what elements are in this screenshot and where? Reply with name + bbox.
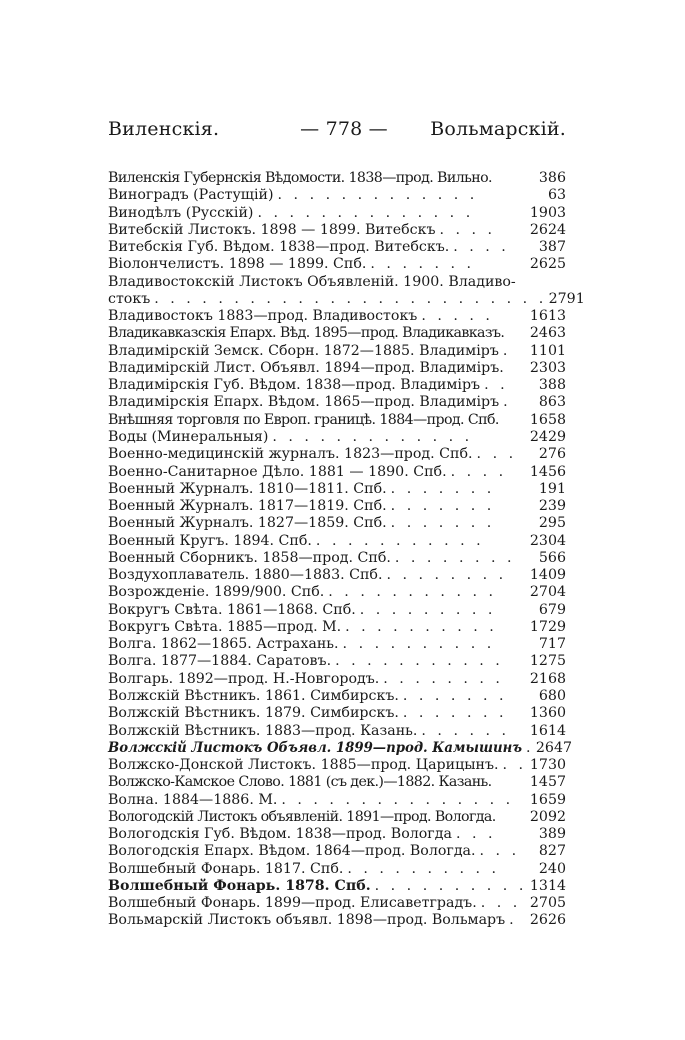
entry-title: Вольмарскій Листокъ объявл. 1898—прод. Вольмаръ <box>108 912 506 929</box>
entry-title: Владивостокскій Листокъ Объявленій. 1900. Владиво- <box>108 273 516 290</box>
index-entry <box>108 308 566 325</box>
entry-title: Военный Журналъ. 1827—1859. Спб. <box>108 515 387 532</box>
entry-title: Владикавказскія Епарх. Вѣд. 1895—прод. Владикавказъ. <box>108 325 505 342</box>
entry-number: 1658 <box>529 411 566 428</box>
index-entry <box>108 170 566 187</box>
leader-dots: . . . . . . <box>421 722 510 739</box>
entry-title: Военный Сборникъ. 1858—прод. Спб. <box>108 549 391 566</box>
entry-number: 2791 <box>548 290 585 307</box>
index-entry <box>108 394 566 411</box>
index-entry <box>108 653 566 670</box>
leader-dots: . <box>502 342 511 359</box>
index-entry <box>108 222 566 239</box>
entry-number: 1101 <box>529 342 566 359</box>
entry-number: 239 <box>538 498 566 515</box>
leader-dots: . . . <box>455 826 496 843</box>
index-entry <box>108 792 566 809</box>
leader-dots: . . . . . . . . . . <box>347 860 500 877</box>
index-entry <box>108 377 566 394</box>
entry-number: 2647 <box>535 739 573 756</box>
entry-number: 63 <box>547 187 566 204</box>
entry-number: 2624 <box>529 221 566 238</box>
running-header <box>108 118 566 146</box>
entry-number: 680 <box>538 687 566 704</box>
leader-dots: . . . <box>476 446 517 463</box>
leader-dots: . . . <box>480 895 521 912</box>
leader-dots: . . . . . . . . <box>383 670 504 687</box>
leader-dots: . . . . . . . <box>390 515 495 532</box>
index-entry <box>108 205 566 222</box>
index-entry <box>108 671 566 688</box>
entry-title: Возрожденіе. 1899/900. Спб. <box>108 584 325 601</box>
index-entry <box>108 360 566 377</box>
leader-dots: . . . . . . . <box>390 498 495 515</box>
entry-number: 1613 <box>529 308 566 325</box>
index-entry <box>108 688 566 705</box>
entry-number: 2704 <box>529 584 566 601</box>
entry-title: Военный Журналъ. 1810—1811. Спб. <box>108 480 387 497</box>
leader-dots: . <box>526 739 535 756</box>
header-first-entry: Виленскія. <box>108 118 220 140</box>
index-entry <box>108 878 566 895</box>
entry-title: Вологодскія Епарх. Вѣдом. 1864—прод. Вологда. <box>108 843 476 860</box>
entry-number: 2304 <box>529 532 566 549</box>
index-entry <box>108 739 573 757</box>
index-entry <box>108 533 566 550</box>
index-entry <box>108 619 566 636</box>
leader-dots: . . . . . . . . . <box>359 601 496 618</box>
entry-number: 2168 <box>529 670 566 687</box>
entry-title: Витебскій Листокъ. 1898 — 1899. Витебскъ <box>108 221 436 238</box>
index-entry <box>108 705 566 722</box>
entry-title: Волга. 1877—1884. Саратовъ. <box>108 653 332 670</box>
entry-number: 1730 <box>529 757 566 774</box>
index-entry <box>108 325 566 342</box>
index-entry <box>108 498 566 515</box>
entry-number: 1275 <box>529 653 566 670</box>
entry-number: 2429 <box>529 428 566 445</box>
leader-dots: . . . . . . . . . . <box>374 877 527 894</box>
entry-title: Владимірскій Земск. Сборн. 1872—1885. Владиміръ <box>108 342 499 359</box>
leader-dots: . . <box>502 757 527 774</box>
entry-title: Вокругъ Свѣта. 1885—прод. М. <box>108 618 342 635</box>
entry-number: 566 <box>538 549 566 566</box>
entry-number: 1659 <box>529 791 566 808</box>
entry-number: 679 <box>538 601 566 618</box>
leader-dots: . . . . . . . . . . . <box>315 532 485 549</box>
entry-title: Виленскія Губернскія Вѣдомости. 1838—прод. Вильно. <box>108 170 492 186</box>
entry-number: 240 <box>538 860 566 877</box>
entry-title: Волшебный Фонарь. 1817. Спб. <box>108 860 344 877</box>
index-entry <box>108 429 566 446</box>
entry-title: Воды (Минеральныя) <box>108 428 269 445</box>
entry-title: Владимірскій Лист. Объявл. 1894—прод. Владиміръ. <box>108 359 504 376</box>
entry-number: 1614 <box>529 722 566 739</box>
index-entry <box>108 290 585 308</box>
leader-dots: . . . . . . . <box>402 687 507 704</box>
entry-number: 1729 <box>529 618 566 635</box>
entry-title: Владимірскія Епарх. Вѣдом. 1865—прод. Владиміръ <box>108 394 500 411</box>
entry-title: Волга. 1862—1865. Астрахань. <box>108 636 339 653</box>
leader-dots: . <box>509 912 518 929</box>
index-entry <box>108 187 566 204</box>
index-entry <box>108 895 566 912</box>
index-entry <box>108 843 566 860</box>
entry-number: 1903 <box>529 204 566 221</box>
index-entry <box>108 515 566 532</box>
entry-number: 1457 <box>529 774 566 791</box>
entry-number: 2092 <box>529 808 566 825</box>
entry-title: Волгарь. 1892—прод. Н.-Новгородъ. <box>108 670 380 687</box>
entry-title: Волжскій Вѣстникъ. 1879. Симбирскъ. <box>108 705 399 722</box>
leader-dots: . . . . . . . . . . . . . . . <box>281 791 514 808</box>
entry-title: Волжскій Листокъ Объявл. 1899—прод. Камышинъ <box>108 739 522 756</box>
leader-dots: . . . . <box>439 221 496 238</box>
index-entry <box>108 343 566 360</box>
entry-number: 717 <box>538 636 566 653</box>
entry-title: Волна. 1884—1886. М. <box>108 791 278 808</box>
entry-title: Владивостокъ 1883—прод. Владивостокъ <box>108 308 418 325</box>
leader-dots: . . . . . . . . . . . <box>335 653 504 670</box>
index-entry <box>108 757 566 774</box>
entry-number: 276 <box>538 446 566 463</box>
leader-dots: . . . . . . . . . . . . . . <box>257 204 474 221</box>
index-entry <box>108 464 566 481</box>
index-entry <box>108 912 566 929</box>
leader-dots: . . . . . . . . . . . . . . . . . . . . . . . . . <box>154 290 547 307</box>
index-entries <box>108 170 585 930</box>
entry-number: 191 <box>538 480 566 497</box>
entry-number: 388 <box>538 377 566 394</box>
leader-dots: . . . . . . . <box>390 480 495 497</box>
index-entry <box>108 861 566 878</box>
index-entry <box>108 723 566 740</box>
index-entry <box>108 256 566 273</box>
index-entry <box>108 446 566 463</box>
leader-dots: . . <box>484 377 509 394</box>
entry-title: Витебскія Губ. Вѣдом. 1838—прод. Витебскъ. <box>108 239 450 256</box>
index-entry <box>108 550 566 567</box>
entry-number: 389 <box>538 826 566 843</box>
leader-dots: . . . <box>479 843 520 860</box>
entry-number: 1456 <box>529 463 566 480</box>
entry-number: 386 <box>538 170 566 186</box>
entry-title: Военный Журналъ. 1817—1819. Спб. <box>108 498 387 515</box>
index-entry <box>108 412 566 429</box>
entry-title: Вологодскій Листокъ объявленій. 1891—прод. Вологда. <box>108 808 496 825</box>
entry-title: Волжскій Вѣстникъ. 1861. Симбирскъ. <box>108 687 399 704</box>
leader-dots: . . . . <box>453 239 510 256</box>
leader-dots: . . . . . . . <box>402 705 507 722</box>
entry-title: Вологодскія Губ. Вѣдом. 1838—прод. Вологда <box>108 826 452 843</box>
entry-title: Военно-медицинскій журналъ. 1823—прод. Спб. <box>108 446 473 463</box>
leader-dots: . . . . . . . . . . . . . <box>277 187 478 204</box>
leader-dots: . . . . . . . . . . . <box>328 584 497 601</box>
entry-title: Волжско-Камское Слово. 1881 (съ дек.)—1882. Казань. <box>108 774 492 791</box>
index-entry <box>108 826 566 843</box>
entry-title: Волжскій Вѣстникъ. 1883—прод. Казань. <box>108 722 418 739</box>
entry-title: Винодѣлъ (Русскій) <box>108 204 254 221</box>
page-number: — 778 — <box>300 118 388 140</box>
index-entry <box>108 602 566 619</box>
entry-number: 1409 <box>529 567 566 584</box>
entry-number: 2626 <box>529 912 566 929</box>
entry-title: стокъ <box>108 290 151 307</box>
entry-number: 2625 <box>529 256 566 273</box>
entry-title: Волшебный Фонарь. 1899—прод. Елисаветградъ. <box>108 895 477 912</box>
header-last-entry: Вольмарскій. <box>430 118 566 140</box>
entry-title: Военно-Санитарное Дѣло. 1881 — 1890. Спб. <box>108 463 447 480</box>
entry-title: Воздухоплаватель. 1880—1883. Спб. <box>108 567 383 584</box>
entry-number: 387 <box>538 239 566 256</box>
leader-dots: . . . . . . . . . . . . . <box>272 428 473 445</box>
entry-number: 827 <box>538 843 566 860</box>
entry-title: Волжско-Донской Листокъ. 1885—прод. Царицынъ. <box>108 757 499 774</box>
entry-number: 2705 <box>529 895 566 912</box>
entry-title: Віолончелистъ. 1898 — 1899. Спб. <box>108 256 367 273</box>
index-entry <box>108 584 566 601</box>
index-entry <box>108 274 566 291</box>
entry-number: 2463 <box>529 325 566 342</box>
index-entry <box>108 809 566 826</box>
entry-title: Волшебный Фонарь. 1878. Спб. <box>108 877 371 894</box>
leader-dots: . . . . <box>450 463 507 480</box>
entry-title: Виноградъ (Растущій) <box>108 187 274 204</box>
index-page <box>108 118 585 929</box>
entry-number: 1314 <box>529 877 566 894</box>
leader-dots: . <box>503 394 512 411</box>
leader-dots: . . . . . . . . <box>394 549 516 566</box>
entry-title: Внѣшняя торговля по Европ. границѣ. 1884—прод. Спб. <box>108 411 499 428</box>
entry-title: Владимірскія Губ. Вѣдом. 1838—прод. Владиміръ <box>108 377 481 394</box>
index-entry <box>108 239 566 256</box>
entry-number: 295 <box>538 515 566 532</box>
leader-dots: . . . . . . . . . . <box>342 636 495 653</box>
leader-dots: . . . . . <box>421 308 494 325</box>
entry-title: Военный Кругъ. 1894. Спб. <box>108 532 312 549</box>
entry-number: 863 <box>538 394 566 411</box>
index-entry <box>108 481 566 498</box>
entry-number: 1360 <box>529 705 566 722</box>
index-entry <box>108 567 566 584</box>
entry-number: 2303 <box>529 359 566 376</box>
leader-dots: . . . . . . . . <box>386 567 507 584</box>
index-entry <box>108 636 566 653</box>
leader-dots: . . . . . . . . . . <box>345 618 498 635</box>
leader-dots: . . . . . . . <box>370 256 475 273</box>
entry-title: Вокругъ Свѣта. 1861—1868. Спб. <box>108 601 356 618</box>
index-entry <box>108 774 566 791</box>
